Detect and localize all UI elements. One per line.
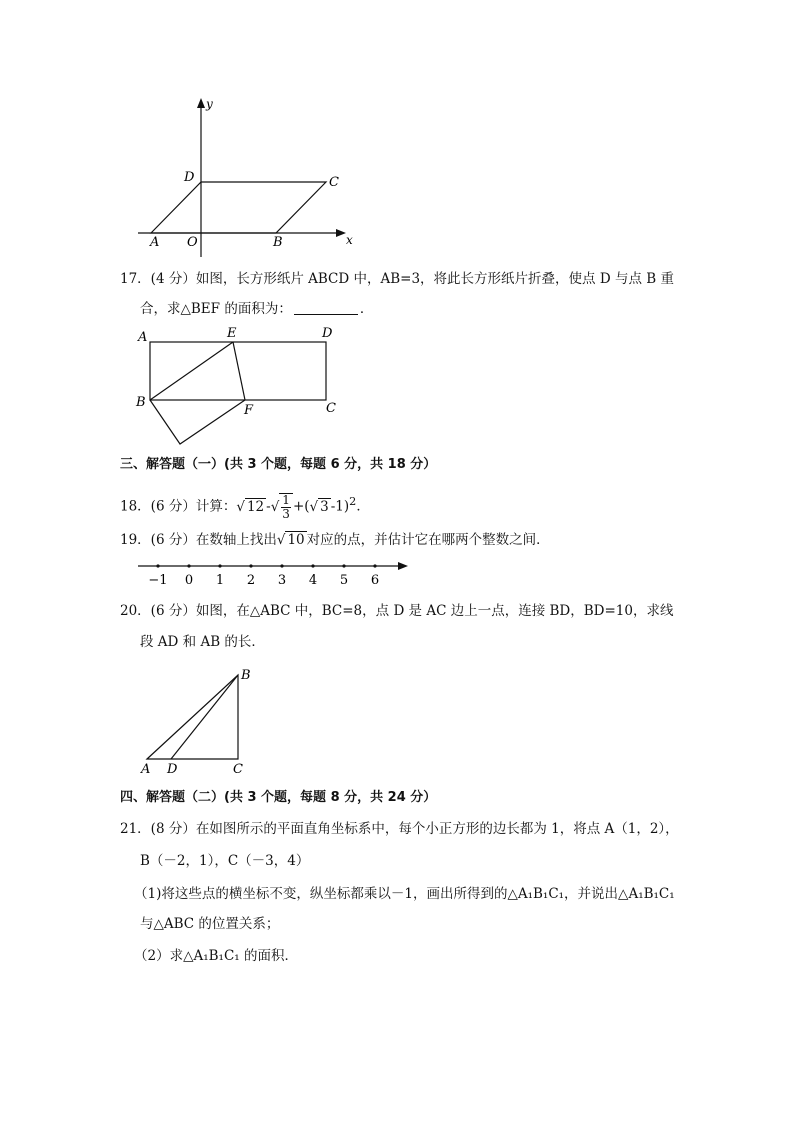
parallelogram-ABCD — [151, 182, 326, 233]
number-line-tick — [311, 564, 314, 567]
period: ． — [356, 498, 370, 515]
number-line-label: −1 — [148, 573, 168, 588]
number-line-label: 3 — [277, 573, 287, 588]
label-x: x — [346, 233, 353, 247]
rectangle-ABCD — [150, 342, 326, 400]
sqrt-frac: √ $\frac{1}{3}$ — [271, 499, 293, 515]
label-D: D — [184, 170, 195, 185]
tail-expr: -1) — [330, 498, 350, 515]
fold-line-BE — [150, 342, 233, 400]
y-axis-arrow — [197, 98, 205, 108]
label-C: C — [329, 175, 339, 190]
q20-line2: 段 AD 和 AB 的长． — [140, 634, 265, 650]
q17-line2-end: ． — [359, 301, 374, 317]
number-line-arrow — [398, 562, 408, 570]
label-B: B — [136, 395, 146, 410]
number-line-tick — [280, 564, 283, 567]
section-3-heading: 三、解答题（一）(共 3 个题，每题 6 分，共 18 分） — [120, 457, 437, 472]
label-E: E — [227, 326, 237, 341]
number-line-label: 4 — [308, 573, 318, 588]
section-4-heading: 四、解答题（二）(共 3 个题，每题 8 分，共 24 分） — [120, 790, 437, 805]
label-D: D — [322, 326, 333, 341]
figure-q17-folded-rectangle — [130, 322, 350, 452]
sqrt-3: √ 3 — [309, 498, 329, 515]
label-C: C — [233, 762, 243, 777]
q21-line4: 与△ABC 的位置关系； — [140, 916, 280, 932]
label-A: A — [138, 330, 148, 345]
figure-q20-triangle — [135, 665, 265, 777]
number-line-tick — [187, 564, 190, 567]
number-line-label: 1 — [215, 573, 225, 588]
number-line — [130, 556, 420, 588]
exponent: 2 — [349, 495, 357, 508]
number-line-label: 2 — [246, 573, 256, 588]
label-y: y — [206, 97, 213, 111]
q21-line3: （1)将这些点的横坐标不变，纵坐标都乘以－1，画出所得到的△A₁B₁C₁，并说出△A₁B₁C₁ — [134, 886, 675, 902]
plus-open: +( — [292, 498, 310, 515]
minus-sign: - — [266, 498, 271, 515]
figure-q16-parallelogram — [130, 92, 370, 262]
segment-BD — [171, 675, 238, 759]
q17-line1: 17．(4 分）如图，长方形纸片 ABCD 中，AB=3，将此长方形纸片折叠，使点 D 与点 B 重 — [120, 271, 674, 287]
sqrt-12: √ 12 — [236, 498, 265, 515]
q19-prefix: 19．(6 分）在数轴上找出 — [120, 532, 277, 548]
number-line-tick — [249, 564, 252, 567]
label-A: A — [150, 235, 160, 250]
q21-line1: 21．(8 分）在如图所示的平面直角坐标系中，每个小正方形的边长都为 1，将点 A（1，2）， — [120, 821, 679, 837]
sqrt-10: √ 10 — [276, 532, 305, 548]
number-line-tick — [342, 564, 345, 567]
number-line-tick — [218, 564, 221, 567]
q17-line2-text: 合，求△BEF 的面积为： — [140, 301, 292, 317]
label-O: O — [187, 235, 198, 250]
triangle-ABC — [147, 675, 238, 759]
label-B: B — [273, 235, 283, 250]
label-D: D — [167, 762, 178, 777]
q19-suffix: 对应的点，并估计它在哪两个整数之间． — [306, 532, 550, 548]
q19-line — [120, 530, 550, 550]
number-line-label: 0 — [184, 573, 194, 588]
label-B: B — [241, 668, 251, 683]
q20-line1: 20．(6 分）如图，在△ABC 中，BC=8，点 D 是 AC 边上一点，连接 BD，BD=10，求线 — [120, 603, 674, 619]
label-A: A — [141, 762, 151, 777]
folded-flap — [150, 400, 245, 444]
q21-line5: （2）求△A₁B₁C₁ 的面积． — [134, 948, 298, 964]
number-line-tick — [156, 564, 159, 567]
q18-prefix: 18．(6 分）计算： — [120, 498, 237, 515]
answer-blank[interactable] — [294, 300, 358, 315]
label-F: F — [244, 403, 254, 418]
q18-line — [120, 488, 370, 521]
number-line-tick — [373, 564, 376, 567]
q21-line2: B（－2，1），C（－3，4） — [140, 853, 310, 869]
label-C: C — [326, 401, 336, 416]
number-line-label: 5 — [339, 573, 349, 588]
q17-line2 — [140, 299, 373, 319]
number-line-label: 6 — [370, 573, 380, 588]
fold-line-EF — [233, 342, 245, 400]
x-axis-arrow — [336, 229, 346, 237]
